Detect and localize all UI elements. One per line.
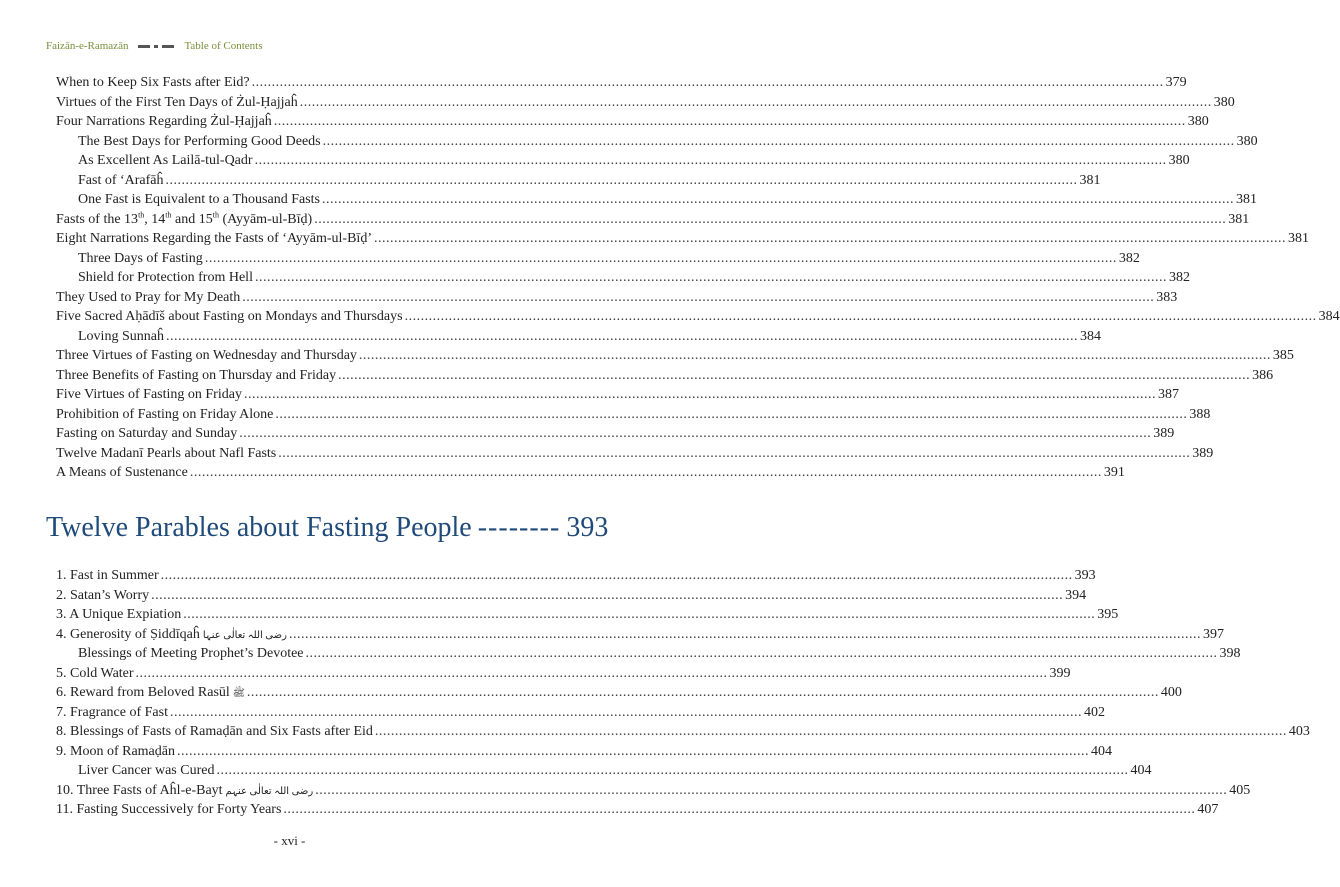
- toc-entry[interactable]: [56, 288, 1178, 308]
- dot-leader: [405, 307, 1317, 327]
- toc-entry-title: Virtues of the First Ten Days of Żul-Ḥajjaĥ: [56, 94, 298, 110]
- toc-entry[interactable]: [56, 209, 1250, 230]
- toc-entry[interactable]: [56, 463, 1125, 483]
- dot-leader: [190, 463, 1102, 483]
- toc-entry-page: 386: [1252, 367, 1274, 383]
- toc-entry-title: Shield for Protection from Hell: [78, 270, 253, 285]
- toc-entry-page: 389: [1153, 426, 1175, 441]
- toc-entry-title: Loving Sunnaĥ: [78, 328, 164, 344]
- toc-entry-page: 379: [1165, 75, 1187, 90]
- toc-entry-page: 382: [1118, 250, 1140, 266]
- toc-entry-title: Fasting on Saturday and Sunday: [56, 426, 238, 441]
- toc-list-bottom: [56, 566, 1310, 820]
- page-number: - xvi -: [273, 833, 306, 848]
- toc-entry-title: 5. Cold Water: [56, 665, 134, 681]
- toc-entry-title: Five Virtues of Fasting on Friday: [56, 387, 242, 402]
- toc-entry-title: Three Days of Fasting: [78, 250, 203, 266]
- toc-entry-title: Blessings of Meeting Prophet’s Devotee: [78, 646, 304, 661]
- toc-entry-title: Three Benefits of Fasting on Thursday and Friday: [56, 367, 337, 383]
- toc-entry-page: 403: [1288, 724, 1310, 739]
- toc-entry-page: 381: [1228, 211, 1250, 227]
- dot-leader: [170, 703, 1082, 723]
- toc-entry-title: 6. Reward from Beloved Rasūl: [56, 685, 230, 700]
- dot-leader: [315, 781, 1227, 801]
- dot-leader: [323, 132, 1235, 152]
- dot-leader: [166, 327, 1078, 347]
- dot-leader: [359, 346, 1271, 366]
- dot-leader: [151, 586, 1063, 606]
- toc-entry[interactable]: [56, 664, 1071, 684]
- toc-entry-title: Prohibition of Fasting on Friday Alone: [56, 406, 274, 422]
- toc-entry-page: 391: [1103, 465, 1125, 480]
- toc-entry-page: 393: [1074, 568, 1096, 583]
- toc-entry-title: One Fast is Equivalent to a Thousand Fasts: [78, 192, 320, 207]
- toc-entry[interactable]: [56, 761, 1152, 781]
- dot-leader: [244, 385, 1156, 405]
- toc-entry[interactable]: [56, 229, 1309, 249]
- toc-entry-title: They Used to Pray for My Death: [56, 289, 241, 305]
- toc-entry[interactable]: [56, 132, 1258, 152]
- toc-entry-title: 4. Generosity of Ṣiddīqaĥ: [56, 626, 200, 642]
- dot-leader: [289, 625, 1201, 645]
- section-page: 393: [566, 512, 609, 543]
- toc-entry-page: 398: [1219, 646, 1241, 661]
- dot-leader: [306, 644, 1218, 664]
- toc-entry[interactable]: [56, 625, 1224, 645]
- toc-entry-title: As Excellent As Lailā-tul-Qadr: [78, 153, 253, 168]
- dot-leader: [322, 190, 1234, 210]
- toc-entry-title: Twelve Madanī Pearls about Nafl Fasts: [56, 445, 277, 461]
- toc-entry[interactable]: [56, 444, 1214, 464]
- dot-leader: [239, 424, 1151, 444]
- honorific-glyph: رضی اللہ تعالٰی عنہم: [225, 785, 314, 797]
- toc-entry[interactable]: [56, 644, 1241, 664]
- toc-entry-page: 380: [1187, 114, 1209, 129]
- toc-entry-page: 383: [1156, 289, 1178, 305]
- toc-entry[interactable]: [56, 346, 1294, 366]
- toc-entry-page: 381: [1287, 231, 1309, 246]
- toc-list-top: [56, 73, 1340, 483]
- toc-entry[interactable]: [56, 366, 1274, 386]
- toc-entry-page: 394: [1065, 587, 1087, 603]
- honorific-glyph: رضی اللہ تعالٰی عنہا: [202, 629, 287, 641]
- dot-leader: [205, 249, 1117, 269]
- dot-leader: [242, 288, 1154, 308]
- toc-entry[interactable]: [56, 800, 1219, 820]
- dot-leader: [252, 73, 1164, 93]
- toc-entry-page: 399: [1049, 665, 1071, 681]
- toc-entry-title: Five Sacred Aḥādīš about Fasting on Mondays and Thursdays: [56, 309, 403, 324]
- toc-entry-title: Eight Narrations Regarding the Fasts of ‘Ayyām-ul-Bīḍ’: [56, 231, 372, 246]
- toc-entry[interactable]: [56, 268, 1190, 288]
- toc-entry[interactable]: [56, 327, 1101, 347]
- toc-entry-page: 387: [1157, 387, 1179, 402]
- dot-leader: [136, 664, 1048, 684]
- dot-leader: [374, 229, 1286, 249]
- toc-entry[interactable]: [56, 566, 1096, 586]
- toc-entry-page: 388: [1189, 406, 1211, 422]
- toc-entry-title: Fasts of the 13th, 14th and 15th (Ayyām-ul-Bīḍ): [56, 209, 313, 227]
- toc-entry-page: 381: [1079, 172, 1101, 188]
- dot-leader: [216, 761, 1128, 781]
- header-separator: [138, 45, 174, 48]
- toc-entry-title: A Means of Sustenance: [56, 465, 188, 480]
- toc-entry-page: 385: [1272, 348, 1294, 363]
- dot-leader: [255, 268, 1167, 288]
- toc-entry-title: 11. Fasting Successively for Forty Years: [56, 802, 282, 817]
- dot-leader: [300, 93, 1212, 113]
- toc-entry-title: Four Narrations Regarding Żul-Ḥajjaĥ: [56, 114, 272, 129]
- toc-entry-page: 384: [1079, 328, 1101, 344]
- toc-entry[interactable]: [56, 171, 1101, 191]
- toc-entry-title: Three Virtues of Fasting on Wednesday and Thursday: [56, 348, 357, 363]
- dot-leader: [275, 405, 1187, 425]
- dot-leader: [338, 366, 1250, 386]
- dot-leader: [278, 444, 1190, 464]
- toc-entry[interactable]: [56, 151, 1190, 171]
- toc-entry[interactable]: [56, 93, 1235, 113]
- toc-entry-page: 407: [1197, 802, 1219, 817]
- dot-leader: [161, 566, 1073, 586]
- toc-entry[interactable]: [56, 307, 1340, 327]
- toc-entry-page: 382: [1168, 270, 1190, 285]
- toc-entry-page: 380: [1168, 153, 1190, 168]
- dot-leader: [274, 112, 1186, 132]
- toc-entry[interactable]: [56, 112, 1209, 132]
- dot-leader: [166, 171, 1078, 191]
- toc-entry-title: 7. Fragrance of Fast: [56, 704, 168, 720]
- toc-entry[interactable]: [56, 742, 1112, 762]
- toc-entry[interactable]: [56, 73, 1187, 93]
- toc-entry-title: When to Keep Six Fasts after Eid?: [56, 75, 250, 90]
- toc-entry-page: 389: [1192, 445, 1214, 461]
- toc-entry-page: 381: [1236, 192, 1257, 207]
- section-heading: [46, 512, 609, 544]
- toc-entry-page: 402: [1083, 704, 1105, 720]
- toc-entry[interactable]: [56, 683, 1182, 703]
- toc-entry-title: 1. Fast in Summer: [56, 568, 159, 583]
- toc-entry[interactable]: [56, 424, 1175, 444]
- toc-entry-title: 2. Satan’s Worry: [56, 587, 150, 603]
- toc-entry-title: 10. Three Fasts of Aĥl-e-Bayt: [56, 782, 223, 798]
- dot-leader: [375, 722, 1287, 742]
- toc-entry-title: 9. Moon of Ramaḍān: [56, 743, 175, 759]
- toc-entry-page: 400: [1160, 685, 1182, 700]
- toc-entry[interactable]: [56, 605, 1119, 625]
- toc-entry[interactable]: [56, 405, 1211, 425]
- honorific-glyph: ﷺ: [232, 688, 245, 699]
- dot-leader: [183, 605, 1095, 625]
- toc-entry-page: 380: [1236, 133, 1258, 149]
- toc-entry-title: 8. Blessings of Fasts of Ramaḍān and Six Fasts after Eid: [56, 724, 373, 739]
- section-dashes: --------: [477, 512, 561, 543]
- toc-entry-page: 380: [1213, 94, 1235, 110]
- dot-leader: [314, 210, 1226, 230]
- toc-entry-page: 405: [1229, 782, 1251, 798]
- dot-leader: [177, 742, 1089, 762]
- toc-entry[interactable]: [56, 586, 1087, 606]
- toc-entry-page: 404: [1090, 743, 1112, 759]
- toc-entry-title: 3. A Unique Expiation: [56, 607, 182, 622]
- header-section: Table of Contents: [184, 40, 263, 52]
- toc-entry-title: Liver Cancer was Cured: [78, 763, 215, 778]
- toc-entry-page: 397: [1202, 626, 1224, 642]
- toc-entry[interactable]: [56, 722, 1310, 742]
- dot-leader: [283, 800, 1195, 820]
- book-title: Faizān-e-Ramazān: [46, 40, 129, 52]
- toc-entry[interactable]: [56, 781, 1251, 801]
- toc-entry[interactable]: [56, 703, 1105, 723]
- toc-entry-page: 384: [1318, 309, 1340, 324]
- toc-entry-page: 395: [1097, 607, 1119, 622]
- toc-entry-page: 404: [1130, 763, 1152, 778]
- toc-entry-title: The Best Days for Performing Good Deeds: [78, 133, 321, 149]
- dot-leader: [247, 683, 1159, 703]
- section-title: Twelve Parables about Fasting People: [46, 512, 472, 543]
- toc-entry[interactable]: [56, 249, 1140, 269]
- dot-leader: [255, 151, 1167, 171]
- toc-entry[interactable]: [56, 190, 1257, 210]
- running-header: [46, 40, 263, 52]
- toc-entry[interactable]: [56, 385, 1179, 405]
- toc-entry-title: Fast of ‘Arafāĥ: [78, 172, 164, 188]
